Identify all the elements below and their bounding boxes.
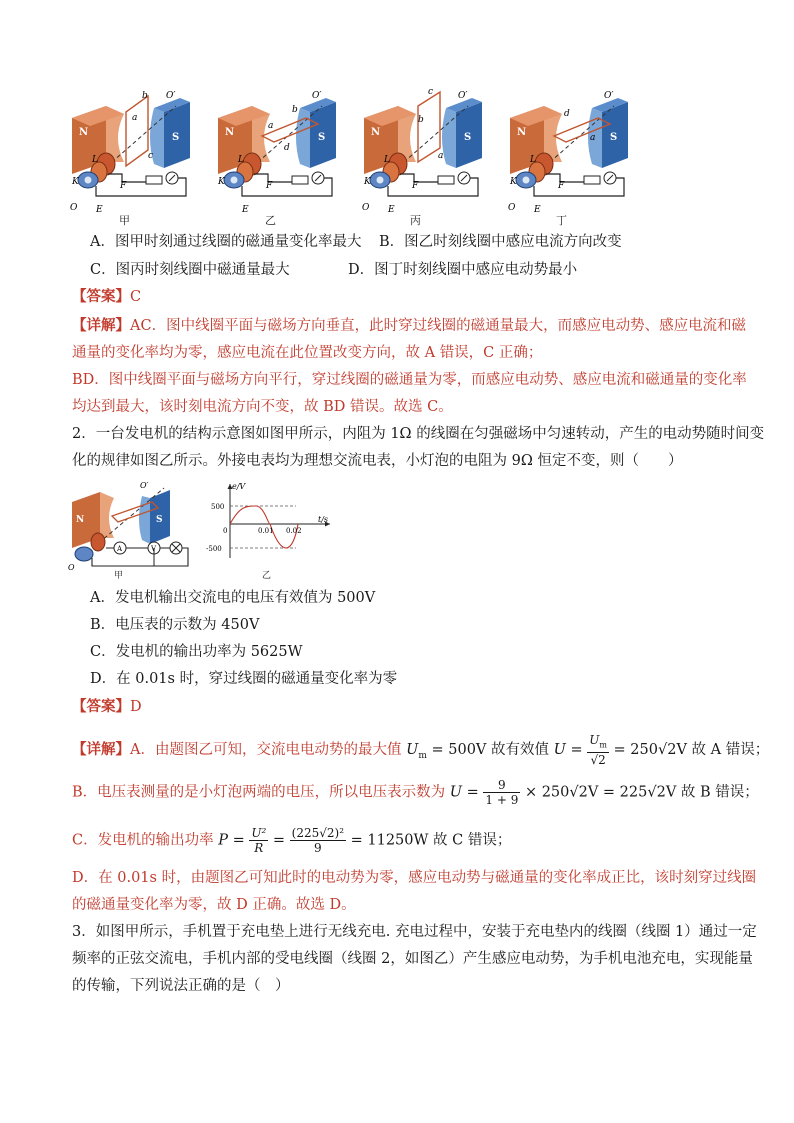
svg-text:O: O	[70, 203, 78, 213]
q2-analysis-a: 【详解】A．由题图乙可知，交流电电动势的最大值 $U_m = 500V$ 故有效值 U = $\frac{U_m}{√2}$ = 250√2V 故 A 错误；	[72, 733, 770, 768]
q2-analysis-b: B．电压表测量的是小灯泡两端的电压，所以电压表示数为 U = $\frac{9}{1 + 9}$ × 250√2V = 225√2V 故 B 错误；	[72, 778, 759, 807]
q2-stem-line-2: 化的规律如图乙所示。外接电表均为理想交流电表，小灯泡的电阻为 9Ω 恒定不变，则（ ）	[72, 453, 683, 469]
svg-text:-500: -500	[206, 545, 222, 553]
svg-text:O: O	[362, 203, 370, 213]
answer-label: 【答案】	[72, 698, 130, 715]
svg-text:b: b	[142, 91, 148, 101]
svg-text:S: S	[610, 132, 618, 143]
svg-text:O′: O′	[140, 481, 149, 490]
q1-caption-yi: 乙	[265, 214, 276, 227]
q1-analysis-line-4: 均达到最大，该时刻电流方向不变，故 BD 错误。故选 C。	[72, 399, 453, 415]
fraction-um-over-sqrt2: $\frac{U_m}{√2}$	[589, 733, 607, 768]
svg-text:S: S	[172, 132, 180, 143]
svg-text:S: S	[156, 515, 163, 525]
svg-text:E: E	[388, 205, 395, 215]
svg-text:L: L	[530, 155, 536, 165]
svg-text:O′: O′	[604, 91, 614, 101]
svg-text:O: O	[68, 563, 75, 572]
svg-text:N: N	[371, 127, 381, 138]
svg-text:L: L	[92, 155, 98, 165]
q2-option-a: A．发电机输出交流电的电压有效值为 500V	[90, 590, 376, 606]
svg-text:K: K	[364, 177, 371, 187]
q1-option-c: C．图丙时刻线圈中磁通量最大	[90, 262, 290, 278]
fraction-power-value: $\frac{\text{(225√2)²}}{9}$	[291, 826, 345, 855]
q2-stem-line-1: 2．一台发电机的结构示意图如图甲所示，内阻为 1Ω 的线圈在匀强磁场中匀速转动，产生的电动势随时间变	[72, 426, 765, 442]
q2-generator-figure	[66, 480, 196, 572]
svg-text:d: d	[564, 109, 570, 119]
svg-text:500: 500	[211, 503, 225, 511]
svg-text:N: N	[76, 515, 85, 525]
svg-text:a: a	[268, 121, 274, 131]
q2-caption-jia: 甲	[114, 571, 124, 581]
fraction-u2-over-r: $\frac{\text{U²}}{R}$	[251, 826, 267, 855]
svg-text:S: S	[464, 132, 472, 143]
q2-option-b: B．电压表的示数为 450V	[90, 617, 260, 633]
q2-emf-graph	[206, 480, 336, 560]
svg-text:c: c	[428, 88, 434, 97]
svg-text:F: F	[558, 181, 565, 191]
q2-analysis-c: C．发电机的输出功率 P = $\frac{\text{U²}}{R}$ = $\frac{\text{(225√2)²}}{9}$ = 11250W 故 C 错误；	[72, 826, 512, 855]
svg-text:F: F	[120, 181, 127, 191]
answer-value: D	[130, 699, 142, 715]
svg-text:0.01: 0.01	[258, 527, 274, 535]
answer-value: C	[130, 289, 142, 305]
q1-option-a: A．图甲时刻通过线圈的磁通量变化率最大	[90, 234, 362, 250]
svg-text:F: F	[412, 181, 419, 191]
svg-text:t/s: t/s	[318, 515, 329, 524]
q2-analysis-d-line-1: D．在 0.01s 时，由题图乙可知此时的电动势为零，感应电动势与磁通量的变化率成正比，该时刻穿过线圈	[72, 870, 757, 886]
svg-text:V: V	[151, 545, 157, 553]
analysis-label: 【详解】	[72, 741, 130, 759]
svg-text:0.02: 0.02	[286, 527, 302, 535]
q2-analysis-d-line-2: 的磁通量变化率为零，故 D 正确。故选 D。	[72, 897, 356, 913]
svg-text:e/V: e/V	[232, 482, 246, 491]
fraction-9-over-10: $\frac{9}{1 + 9}$	[485, 778, 519, 807]
label-a: a	[132, 113, 138, 123]
q1-caption-ding: 丁	[556, 214, 567, 227]
q3-stem-line-3: 的传输，下列说法正确的是（ ）	[72, 978, 290, 994]
q2-caption-yi: 乙	[262, 571, 272, 581]
q1-answer	[72, 287, 141, 307]
svg-text:b: b	[292, 105, 298, 115]
svg-text:d: d	[284, 143, 290, 153]
svg-text:O′: O′	[312, 91, 322, 101]
svg-text:O′: O′	[166, 91, 176, 101]
q2-answer	[72, 697, 142, 717]
svg-text:A: A	[117, 545, 123, 553]
q1-caption-jia: 甲	[119, 214, 130, 227]
svg-text:E: E	[242, 205, 249, 215]
q2-option-d: D．在 0.01s 时，穿过线圈的磁通量变化率为零	[90, 671, 398, 687]
svg-text:O′: O′	[458, 91, 468, 101]
q1-analysis-line-2: 通量的变化率均为零，感应电流在此位置改变方向，故 A 错误，C 正确；	[72, 345, 543, 361]
q1-generator-figures	[66, 88, 646, 223]
svg-text:a: a	[438, 151, 444, 161]
q1-caption-bing: 丙	[410, 214, 421, 227]
q1-analysis-line-3: BD．图中线圈平面与磁场方向平行，穿过线圈的磁通量为零，而感应电动势、感应电流和磁通量的变化率	[72, 372, 747, 388]
svg-text:K: K	[72, 177, 79, 187]
svg-text:a: a	[590, 133, 596, 143]
svg-text:L: L	[238, 155, 244, 165]
svg-text:K: K	[218, 177, 225, 187]
svg-text:c: c	[148, 151, 154, 161]
svg-text:N: N	[79, 127, 89, 138]
q2-option-c: C．发电机的输出功率为 5625W	[90, 644, 303, 660]
svg-text:E: E	[96, 205, 103, 215]
svg-text:0: 0	[223, 527, 228, 535]
q3-stem-line-2: 频率的正弦交流电，手机内部的受电线圈（线圈 2，如图乙）产生感应电动势，为手机电池充电，实现能量	[72, 951, 753, 967]
q1-option-b: B．图乙时刻线圈中感应电流方向改变	[379, 234, 622, 250]
svg-text:b: b	[418, 115, 424, 125]
svg-text:S: S	[318, 132, 326, 143]
svg-text:K: K	[510, 177, 517, 187]
svg-text:E: E	[534, 205, 541, 215]
answer-label: 【答案】	[72, 288, 130, 305]
svg-text:O: O	[508, 203, 516, 213]
q3-stem-line-1: 3．如图甲所示，手机置于充电垫上进行无线充电. 充电过程中，安装于充电垫内的线圈（线圈 1）通过一定	[72, 924, 757, 940]
q1-analysis-line-1: 【详解】AC．图中线圈平面与磁场方向垂直，此时穿过线圈的磁通量最大，而感应电动势、感应电流和磁	[72, 317, 747, 334]
svg-text:N: N	[225, 127, 235, 138]
svg-text:N: N	[517, 127, 527, 138]
svg-text:L: L	[384, 155, 390, 165]
svg-text:F: F	[266, 181, 273, 191]
q1-option-d: D．图丁时刻线圈中感应电动势最小	[348, 262, 578, 278]
analysis-label: 【详解】	[72, 317, 130, 334]
